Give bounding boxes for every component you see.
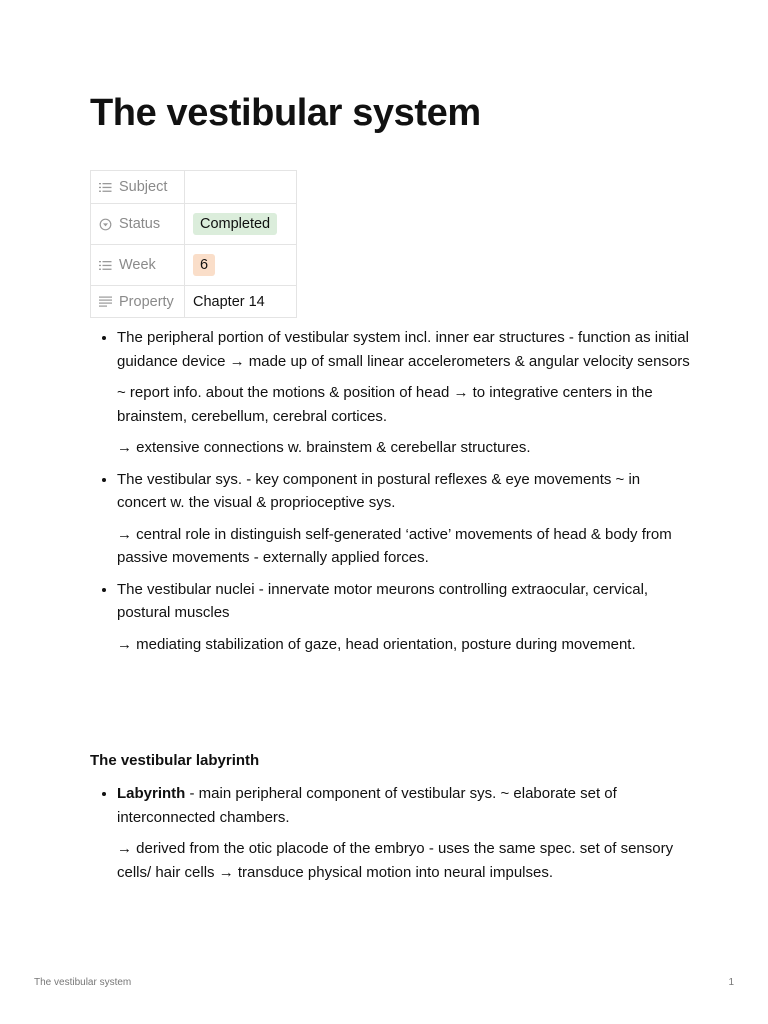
list-item: • The peripheral portion of vestibular system incl. inner ear structures - function as initial guidance device → made up of small linear accelerometers & angular velocity sensors ~ report info. about the motions & position of head → to integrative centers in the brainstem, cerebellum, cerebral cortices. → extensive connections w. brainstem & cerebellar structures.: [117, 326, 690, 460]
status-badge[interactable]: Completed: [193, 213, 277, 235]
bullet-list: [90, 782, 690, 884]
sub-paragraph: → extensive connections w. brainstem & cerebellar structures.: [117, 439, 531, 456]
page-number: 1: [728, 977, 734, 988]
list-item: • Labyrinth - main peripheral component of vestibular sys. ~ elaborate set of interconnected chambers. → derived from the otic placode of the embryo - uses the same spec. set of sensory cells/ hair cells → transduce physical motion into neural impulses.: [117, 782, 690, 884]
property-label: Status: [119, 216, 161, 232]
notes-body: [90, 326, 690, 664]
property-label: Subject: [119, 179, 168, 195]
property-value-chapter[interactable]: Chapter 14: [185, 286, 297, 318]
bullet-list: [90, 326, 690, 656]
properties-table: [90, 170, 297, 318]
page-title: The vestibular system: [90, 92, 481, 134]
sub-paragraph: → mediating stabilization of gaze, head orientation, posture during movement.: [117, 635, 636, 653]
list-item: • The vestibular sys. - key component in postural reflexes & eye movements ~ in concert w. the visual & proprioceptive sys. → central role in distinguish self-generated ‘active’ movements of head & body from passive movements - externally applied forces.: [117, 468, 690, 570]
section-body: [90, 782, 690, 892]
property-row-subject[interactable]: [91, 171, 297, 204]
text-icon: [99, 296, 113, 307]
status-icon: [99, 218, 113, 231]
section-heading: The vestibular labyrinth: [90, 752, 260, 769]
property-value-subject[interactable]: [185, 171, 297, 204]
property-row-status[interactable]: [91, 204, 297, 245]
term-labyrinth: Labyrinth: [117, 785, 186, 802]
list-item: • The vestibular nuclei - innervate motor meurons controlling extraocular, cervical, postural muscles → mediating stabilization of gaze, head orientation, posture during movement.: [117, 578, 690, 657]
week-badge[interactable]: 6: [193, 254, 215, 276]
sub-paragraph: ~ report info. about the motions & position of head → to integrative centers in the brainstem, cerebellum, cerebral cortices.: [117, 384, 653, 425]
property-label: Property: [119, 293, 174, 310]
footer-title: The vestibular system: [34, 977, 132, 988]
property-label: Week: [119, 257, 156, 273]
sub-paragraph: → derived from the otic placode of the embryo - uses the same spec. set of sensory cells/ hair cells → transduce physical motion into neural impulses.: [117, 840, 674, 881]
property-row-property[interactable]: [91, 286, 297, 318]
list-icon: [99, 182, 113, 193]
property-row-week[interactable]: [91, 245, 297, 286]
list-icon: [99, 260, 113, 271]
sub-paragraph: → central role in distinguish self-generated ‘active’ movements of head & body from passive movements - externally applied forces.: [117, 525, 672, 566]
